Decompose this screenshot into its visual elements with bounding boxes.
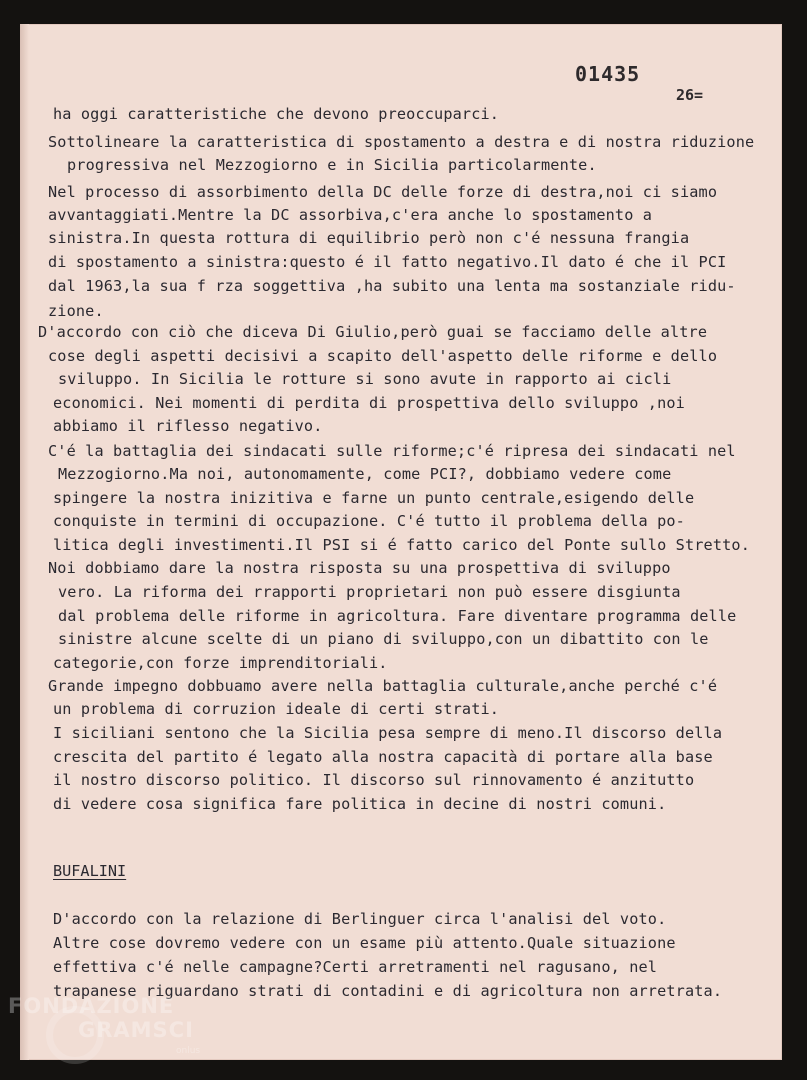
text-line: effettiva c'é nelle campagne?Certi arretramenti nel ragusano, nel [53, 958, 658, 976]
text-line: sinistre alcune scelte di un piano di sviluppo,con un dibattito con le [58, 630, 709, 648]
text-line: Altre cose dovremo vedere con un esame più attento.Quale situazione [53, 934, 676, 952]
text-line: Grande impegno dobbuamo avere nella battaglia culturale,anche perché c'é [48, 677, 718, 695]
text-line: il nostro discorso politico. Il discorso sul rinnovamento é anzitutto [53, 771, 695, 789]
text-line: Noi dobbiamo dare la nostra risposta su una prospettiva di sviluppo [48, 559, 671, 577]
text-line: un problema di corruzion ideale di certi strati. [53, 700, 500, 718]
text-line: D'accordo con ciò che diceva Di Giulio,però guai se facciamo delle altre [38, 323, 708, 341]
text-line: abbiamo il riflesso negativo. [53, 417, 323, 435]
text-line: conquiste in termini di occupazione. C'é tutto il problema della po- [53, 512, 685, 530]
text-line: dal 1963,la sua f rza soggettiva ,ha subito una lenta ma sostanziale ridu- [48, 277, 736, 295]
text-line: crescita del partito é legato alla nostra capacità di portare alla base [53, 748, 713, 766]
text-line: di vedere cosa significa fare politica in decine di nostri comuni. [53, 795, 667, 813]
text-line: litica degli investimenti.Il PSI si é fatto carico del Ponte sullo Stretto. [53, 536, 751, 554]
text-line: Nel processo di assorbimento della DC delle forze di destra,noi ci siamo [48, 183, 718, 201]
text-line: dal problema delle riforme in agricoltura. Fare diventare programma delle [58, 607, 737, 625]
text-line: sinistra.In questa rottura di equilibrio però non c'é nessuna frangia [48, 229, 690, 247]
text-line: vero. La riforma dei rrapporti proprietari non può essere disgiunta [58, 583, 681, 601]
text-line: C'é la battaglia dei sindacati sulle riforme;c'é ripresa dei sindacati nel [48, 442, 736, 460]
watermark-line1: FONDAZIONE [8, 994, 175, 1018]
watermark-line2: GRAMSCI [78, 1018, 194, 1042]
page-binding-edge [20, 24, 29, 1060]
text-line: avvantaggiati.Mentre la DC assorbiva,c'era anche lo spostamento a [48, 206, 653, 224]
page-number: 26= [676, 86, 704, 104]
speaker-heading: BUFALINI [53, 862, 127, 880]
text-line: zione. [48, 302, 104, 320]
text-line: ha oggi caratteristiche che devono preoccuparci. [53, 105, 500, 123]
text-line: di spostamento a sinistra:questo é il fatto negativo.Il dato é che il PCI [48, 253, 727, 271]
text-line: progressiva nel Mezzogiorno e in Sicilia particolarmente. [67, 156, 597, 174]
text-line: economici. Nei momenti di perdita di prospettiva dello sviluppo ,noi [53, 394, 685, 412]
text-line: Sottolineare la caratteristica di spostamento a destra e di nostra riduzione [48, 133, 755, 151]
text-line: I siciliani sentono che la Sicilia pesa sempre di meno.Il discorso della [53, 724, 723, 742]
fondazione-gramsci-watermark [8, 992, 208, 1072]
watermark-suffix: onlus [176, 1046, 201, 1056]
document-number: 01435 [575, 62, 641, 86]
text-line: cose degli aspetti decisivi a scapito dell'aspetto delle riforme e dello [48, 347, 718, 365]
text-line: spingere la nostra inizitiva e farne un punto centrale,esigendo delle [53, 489, 695, 507]
text-line: D'accordo con la relazione di Berlinguer circa l'analisi del voto. [53, 910, 667, 928]
text-line: sviluppo. In Sicilia le rotture si sono avute in rapporto ai cicli [58, 370, 672, 388]
text-line: Mezzogiorno.Ma noi, autonomamente, come PCI?, dobbiamo vedere come [58, 465, 672, 483]
text-line: trapanese riguardano strati di contadini e di agricoltura non arretrata. [53, 982, 723, 1000]
text-line: categorie,con forze imprenditoriali. [53, 654, 388, 672]
